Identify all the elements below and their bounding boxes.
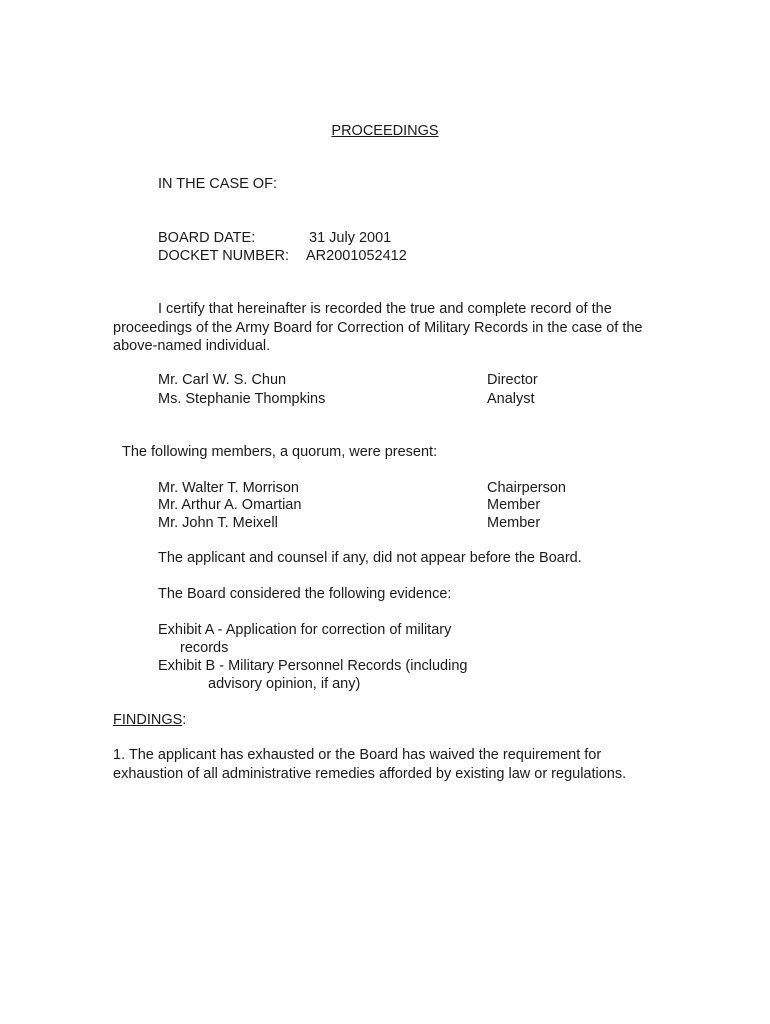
certification-text: I certify that hereinafter is recorded the true and complete record of the proceedings of the Army Board for Correction of Military Records in the case of the above-named individual.	[113, 301, 643, 354]
exhibit-a: Exhibit A - Application for correction of military	[158, 622, 452, 638]
page-title	[0, 122, 770, 140]
board-date-value: 31 July 2001	[309, 230, 392, 246]
findings-heading	[113, 711, 186, 729]
findings-label: FINDINGS	[113, 712, 183, 728]
appearance-statement: The applicant and counsel if any, did not appear before the Board.	[158, 550, 582, 566]
member-name: Mr. John T. Meixell	[158, 515, 278, 531]
proceedings-heading: PROCEEDINGS	[331, 123, 439, 139]
staff-name: Mr. Carl W. S. Chun	[158, 372, 287, 388]
staff-role: Analyst	[487, 391, 535, 407]
staff-role: Director	[487, 372, 538, 388]
staff-name: Ms. Stephanie Thompkins	[158, 391, 326, 407]
member-role: Member	[487, 515, 541, 531]
findings-colon: :	[182, 712, 187, 728]
quorum-statement: The following members, a quorum, were present:	[122, 444, 438, 460]
member-name: Mr. Arthur A. Omartian	[158, 497, 302, 513]
board-date-label: BOARD DATE:	[158, 230, 256, 246]
member-name: Mr. Walter T. Morrison	[158, 480, 299, 496]
exhibit-b-continued: advisory opinion, if any)	[208, 676, 361, 692]
case-label: IN THE CASE OF:	[158, 176, 277, 192]
exhibit-b: Exhibit B - Military Personnel Records (including	[158, 658, 468, 674]
evidence-intro: The Board considered the following evidence:	[158, 586, 452, 602]
exhibit-a-continued: records	[180, 640, 229, 656]
certification-paragraph	[113, 300, 653, 356]
finding-1: 1. The applicant has exhausted or the Board has waived the requirement for exhaustion of all administrative remedies afforded by existing law or regulations.	[113, 747, 627, 782]
docket-number-label: DOCKET NUMBER:	[158, 248, 290, 264]
docket-number-value: AR2001052412	[306, 248, 407, 264]
member-role: Chairperson	[487, 480, 566, 496]
member-role: Member	[487, 497, 541, 513]
